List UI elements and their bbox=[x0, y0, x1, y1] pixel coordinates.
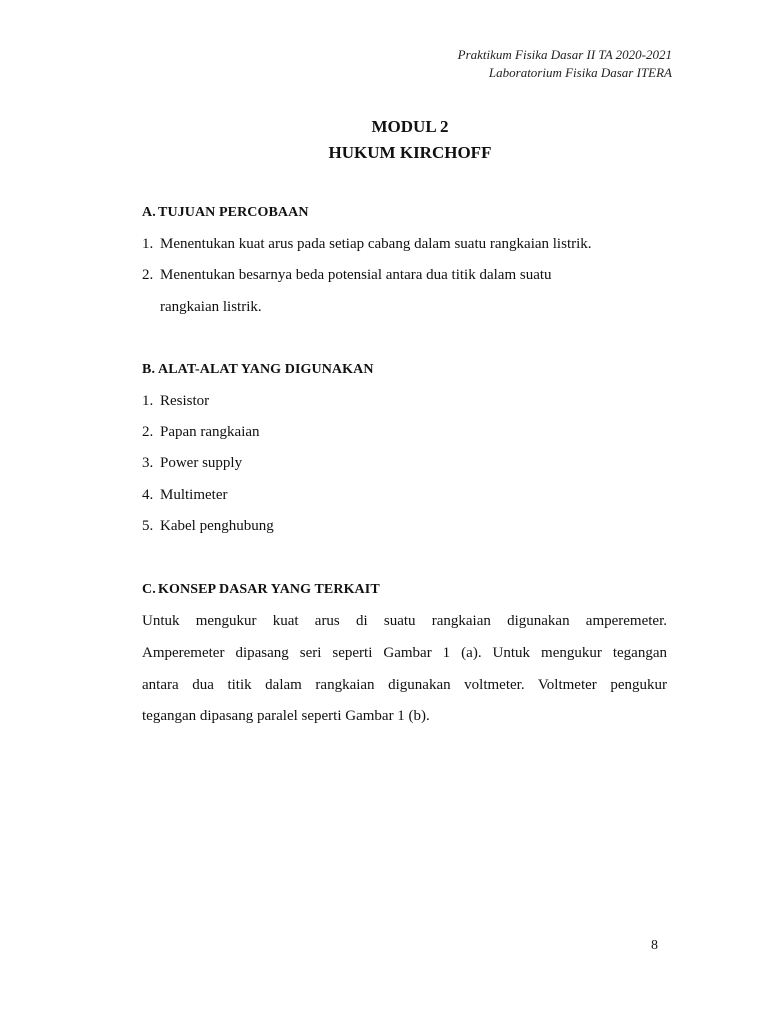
item-number: 1. bbox=[142, 393, 154, 409]
section-a-heading bbox=[142, 205, 309, 221]
item-text: Papan rangkaian bbox=[160, 424, 260, 440]
list-item bbox=[142, 455, 242, 472]
item-number: 4. bbox=[142, 487, 154, 503]
item-number: 3. bbox=[142, 455, 154, 471]
paragraph-line: antara dua titik dalam rangkaian digunakan voltmeter. Voltmeter pengukur bbox=[142, 677, 667, 693]
section-a-letter: A. bbox=[142, 205, 156, 220]
header-course: Praktikum Fisika Dasar II TA 2020-2021 bbox=[457, 47, 672, 62]
item-text: Kabel penghubung bbox=[160, 518, 274, 534]
section-a-title: TUJUAN PERCOBAAN bbox=[158, 205, 309, 220]
list-item bbox=[142, 518, 274, 535]
section-b-heading bbox=[142, 362, 374, 378]
list-item bbox=[142, 424, 260, 441]
item-text: Menentukan kuat arus pada setiap cabang dalam suatu rangkaian listrik. bbox=[160, 236, 592, 252]
paragraph-line: Untuk mengukur kuat arus di suatu rangkaian digunakan amperemeter. bbox=[142, 613, 667, 629]
section-b-title: ALAT-ALAT YANG DIGUNAKAN bbox=[158, 362, 374, 377]
item-number: 2. bbox=[142, 267, 154, 283]
item-text: Power supply bbox=[160, 455, 243, 471]
item-number: 1. bbox=[142, 236, 154, 252]
item-text: Multimeter bbox=[160, 487, 228, 503]
section-b-letter: B. bbox=[142, 362, 156, 377]
item-continuation: rangkaian listrik. bbox=[160, 299, 262, 315]
paragraph-line: tegangan dipasang paralel seperti Gambar 1 (b). bbox=[142, 708, 430, 724]
list-item bbox=[142, 393, 209, 410]
section-c-title: KONSEP DASAR YANG TERKAIT bbox=[158, 582, 380, 597]
paragraph-line: Amperemeter dipasang seri seperti Gambar 1 (a). Untuk mengukur tegangan bbox=[142, 645, 667, 661]
section-c-letter: C. bbox=[142, 582, 156, 597]
item-number: 5. bbox=[142, 518, 154, 534]
item-text: Resistor bbox=[160, 393, 210, 409]
module-title: MODUL 2 bbox=[371, 117, 449, 136]
header-lab: Laboratorium Fisika Dasar ITERA bbox=[488, 65, 672, 80]
module-name: HUKUM KIRCHOFF bbox=[328, 143, 492, 162]
item-text: Menentukan besarnya beda potensial antara dua titik dalam suatu bbox=[160, 267, 552, 283]
list-item bbox=[142, 487, 228, 504]
running-header bbox=[458, 46, 672, 82]
list-item bbox=[142, 236, 592, 253]
list-item bbox=[142, 267, 552, 284]
item-number: 2. bbox=[142, 424, 154, 440]
page-number: 8 bbox=[651, 938, 658, 953]
section-c-heading bbox=[142, 582, 380, 598]
